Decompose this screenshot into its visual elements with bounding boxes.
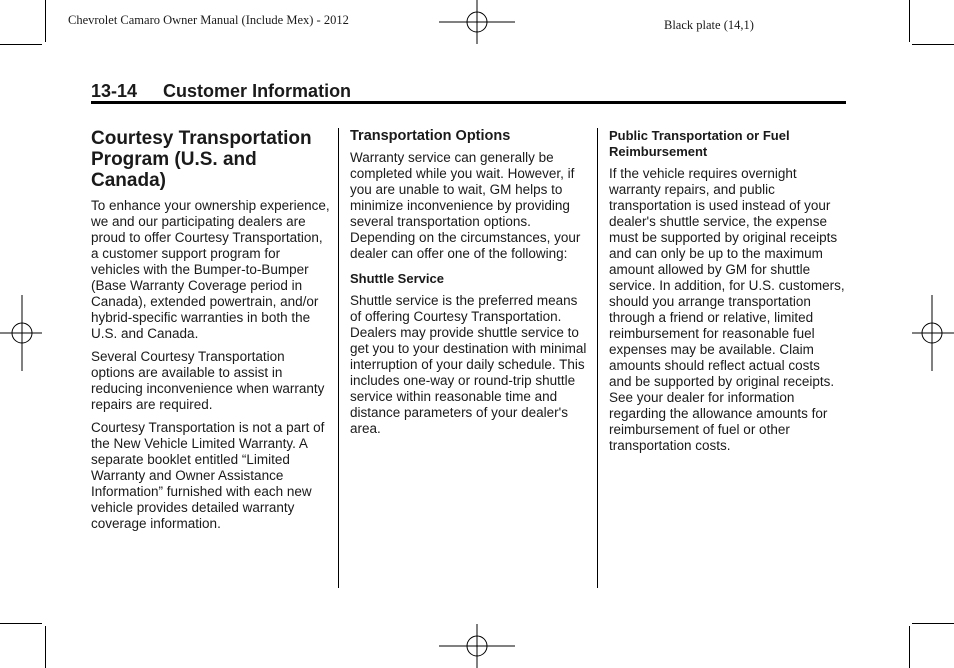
manual-title: Chevrolet Camaro Owner Manual (Include Mex) - 2012 <box>68 13 349 27</box>
crop-mark-top-right-horizontal <box>912 44 954 45</box>
paragraph: Several Courtesy Transportation options are available to assist in reducing inconvenience when warranty repairs are required. <box>91 349 325 412</box>
page-number: 13-14 <box>91 81 138 101</box>
section-header <box>91 81 846 102</box>
paragraph: If the vehicle requires overnight warranty repairs, and public transportation is used instead of your dealer's shuttle service, the expense must be supported by original receipts and can only be up to the maximum amount allowed by GM for shuttle service. In addition, for U.S. customers, should you arrange transportation through a friend or relative, limited reimbursement for reasonable fuel expenses may be available. Claim amounts should reflect actual costs and be supported by original receipts. See your dealer for information regarding the allowance amounts for reimbursement of fuel or other transportation costs. <box>609 166 845 453</box>
plate-label: Black plate (14,1) <box>664 18 754 32</box>
crop-mark-top-left-vertical <box>45 0 46 42</box>
registration-mark-bottom-icon <box>437 624 517 668</box>
public-transportation-heading: Public Transportation or Fuel Reimbursement <box>609 128 790 159</box>
section-rule <box>91 101 846 104</box>
column-2 <box>350 128 590 444</box>
section-title: Customer Information <box>163 81 352 101</box>
column-3 <box>609 128 845 461</box>
paragraph: Courtesy Transportation is not a part of the New Vehicle Limited Warranty. A separate booklet entitled “Limited Warranty and Owner Assistance Information” furnished with each new vehicle provides detailed warranty coverage information. <box>91 420 325 531</box>
registration-mark-top-icon <box>437 0 517 46</box>
shuttle-service-heading: Shuttle Service <box>350 271 444 286</box>
column-divider-2 <box>597 128 598 588</box>
crop-mark-bottom-right-horizontal <box>912 623 954 624</box>
column-divider-1 <box>338 128 339 588</box>
crop-mark-top-right-vertical <box>909 0 910 42</box>
paragraph: To enhance your ownership experience, we and our participating dealers are proud to offer Courtesy Transportation, a customer support program for vehicles with the Bumper-to-Bumper (Base Warranty Coverage period in Canada), extended powertrain, and/or hybrid-specific warranties in both the U.S. and Canada. <box>91 198 330 341</box>
paragraph: Shuttle service is the preferred means of offering Courtesy Transportation. Dealers may provide shuttle service to get you to your destination with minimal interruption of your daily schedule. This includes one-way or round-trip shuttle service within reasonable time and distance parameters of your dealer's area. <box>350 293 587 436</box>
courtesy-transportation-heading: Courtesy Transportation Program (U.S. and Canada) <box>91 128 312 191</box>
crop-mark-bottom-right-vertical <box>909 626 910 668</box>
registration-mark-right-icon <box>910 293 954 373</box>
crop-mark-bottom-left-vertical <box>45 626 46 668</box>
transportation-options-heading: Transportation Options <box>350 128 511 144</box>
crop-mark-top-left-horizontal <box>0 44 42 45</box>
registration-mark-left-icon <box>0 293 44 373</box>
column-1 <box>91 128 331 539</box>
paragraph: Warranty service can generally be completed while you wait. However, if you are unable to wait, GM helps to minimize inconvenience by providing several transportation options. Depending on the circumstances, your dealer can offer one of the following: <box>350 150 581 261</box>
crop-mark-bottom-left-horizontal <box>0 623 42 624</box>
